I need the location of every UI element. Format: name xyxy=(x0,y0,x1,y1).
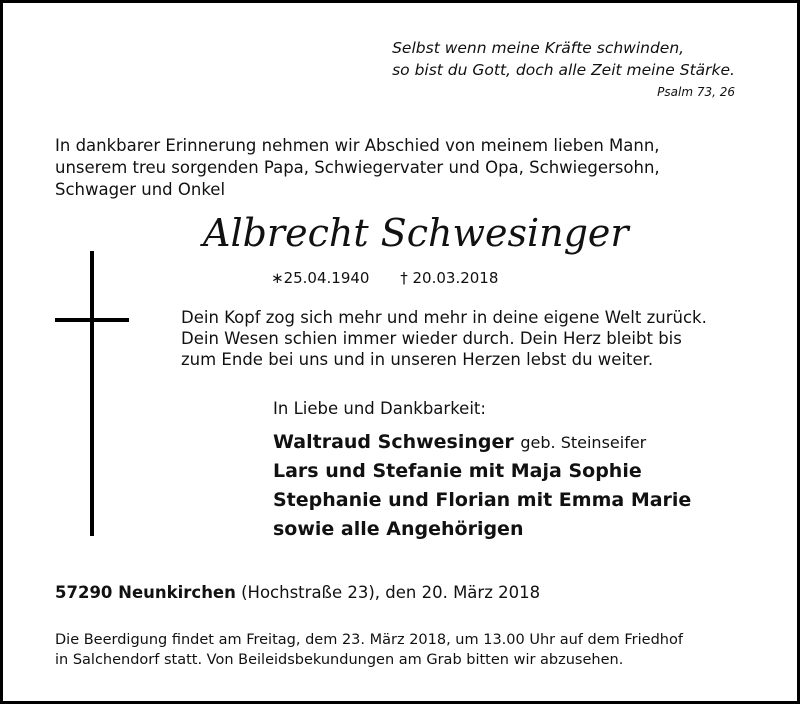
verse-reference: Psalm 73, 26 xyxy=(657,85,735,99)
bible-verse xyxy=(392,37,735,81)
birth-date: ∗25.04.1940 xyxy=(271,269,370,287)
mourner-line-2: Lars und Stefanie mit Maja Sophie xyxy=(273,460,642,482)
mourner-line-4: sowie alle Angehörigen xyxy=(273,518,524,540)
quote-line-2: Dein Wesen schien immer wieder durch. Dein Herz bleibt bis xyxy=(181,329,682,348)
funeral-line-1: Die Beerdigung findet am Freitag, dem 23. März 2018, um 13.00 Uhr auf dem Friedhof xyxy=(55,632,683,648)
funeral-line-2: in Salchendorf statt. Von Beileidsbekundungen am Grab bitten wir abzusehen. xyxy=(55,652,624,668)
mourner-wife-nee: geb. Steinseifer xyxy=(520,433,647,452)
quote-line-3: zum Ende bei uns und in unseren Herzen lebst du weiter. xyxy=(181,350,654,369)
intro-line-3: Schwager und Onkel xyxy=(55,180,226,199)
place-address-date: (Hochstraße 23), den 20. März 2018 xyxy=(235,583,541,602)
funeral-info xyxy=(55,630,775,670)
verse-line-1: Selbst wenn meine Kräfte schwinden, xyxy=(392,39,685,57)
death-date: † 20.03.2018 xyxy=(400,269,499,287)
intro-text xyxy=(55,135,775,201)
place-and-date xyxy=(55,583,540,602)
mourner-line-3: Stephanie und Florian mit Emma Marie xyxy=(273,489,692,511)
mourner-line-1 xyxy=(273,428,691,457)
place-city: 57290 Neunkirchen xyxy=(55,583,236,602)
mourners-list xyxy=(273,428,691,544)
intro-line-2: unserem treu sorgenden Papa, Schwiegervater und Opa, Schwiegersohn, xyxy=(55,158,660,177)
life-dates xyxy=(271,269,498,287)
mourners-heading: In Liebe und Dankbarkeit: xyxy=(273,399,486,418)
memorial-quote xyxy=(181,307,771,370)
quote-line-1: Dein Kopf zog sich mehr und mehr in deine eigene Welt zurück. xyxy=(181,308,707,327)
mourner-wife-name: Waltraud Schwesinger xyxy=(273,431,514,453)
deceased-name: Albrecht Schwesinger xyxy=(203,211,629,255)
intro-line-1: In dankbarer Erinnerung nehmen wir Abschied von meinem lieben Mann, xyxy=(55,136,660,155)
cross-icon-bar xyxy=(55,318,129,322)
verse-line-2: so bist du Gott, doch alle Zeit meine Stärke. xyxy=(392,61,735,79)
cross-icon xyxy=(90,251,94,536)
